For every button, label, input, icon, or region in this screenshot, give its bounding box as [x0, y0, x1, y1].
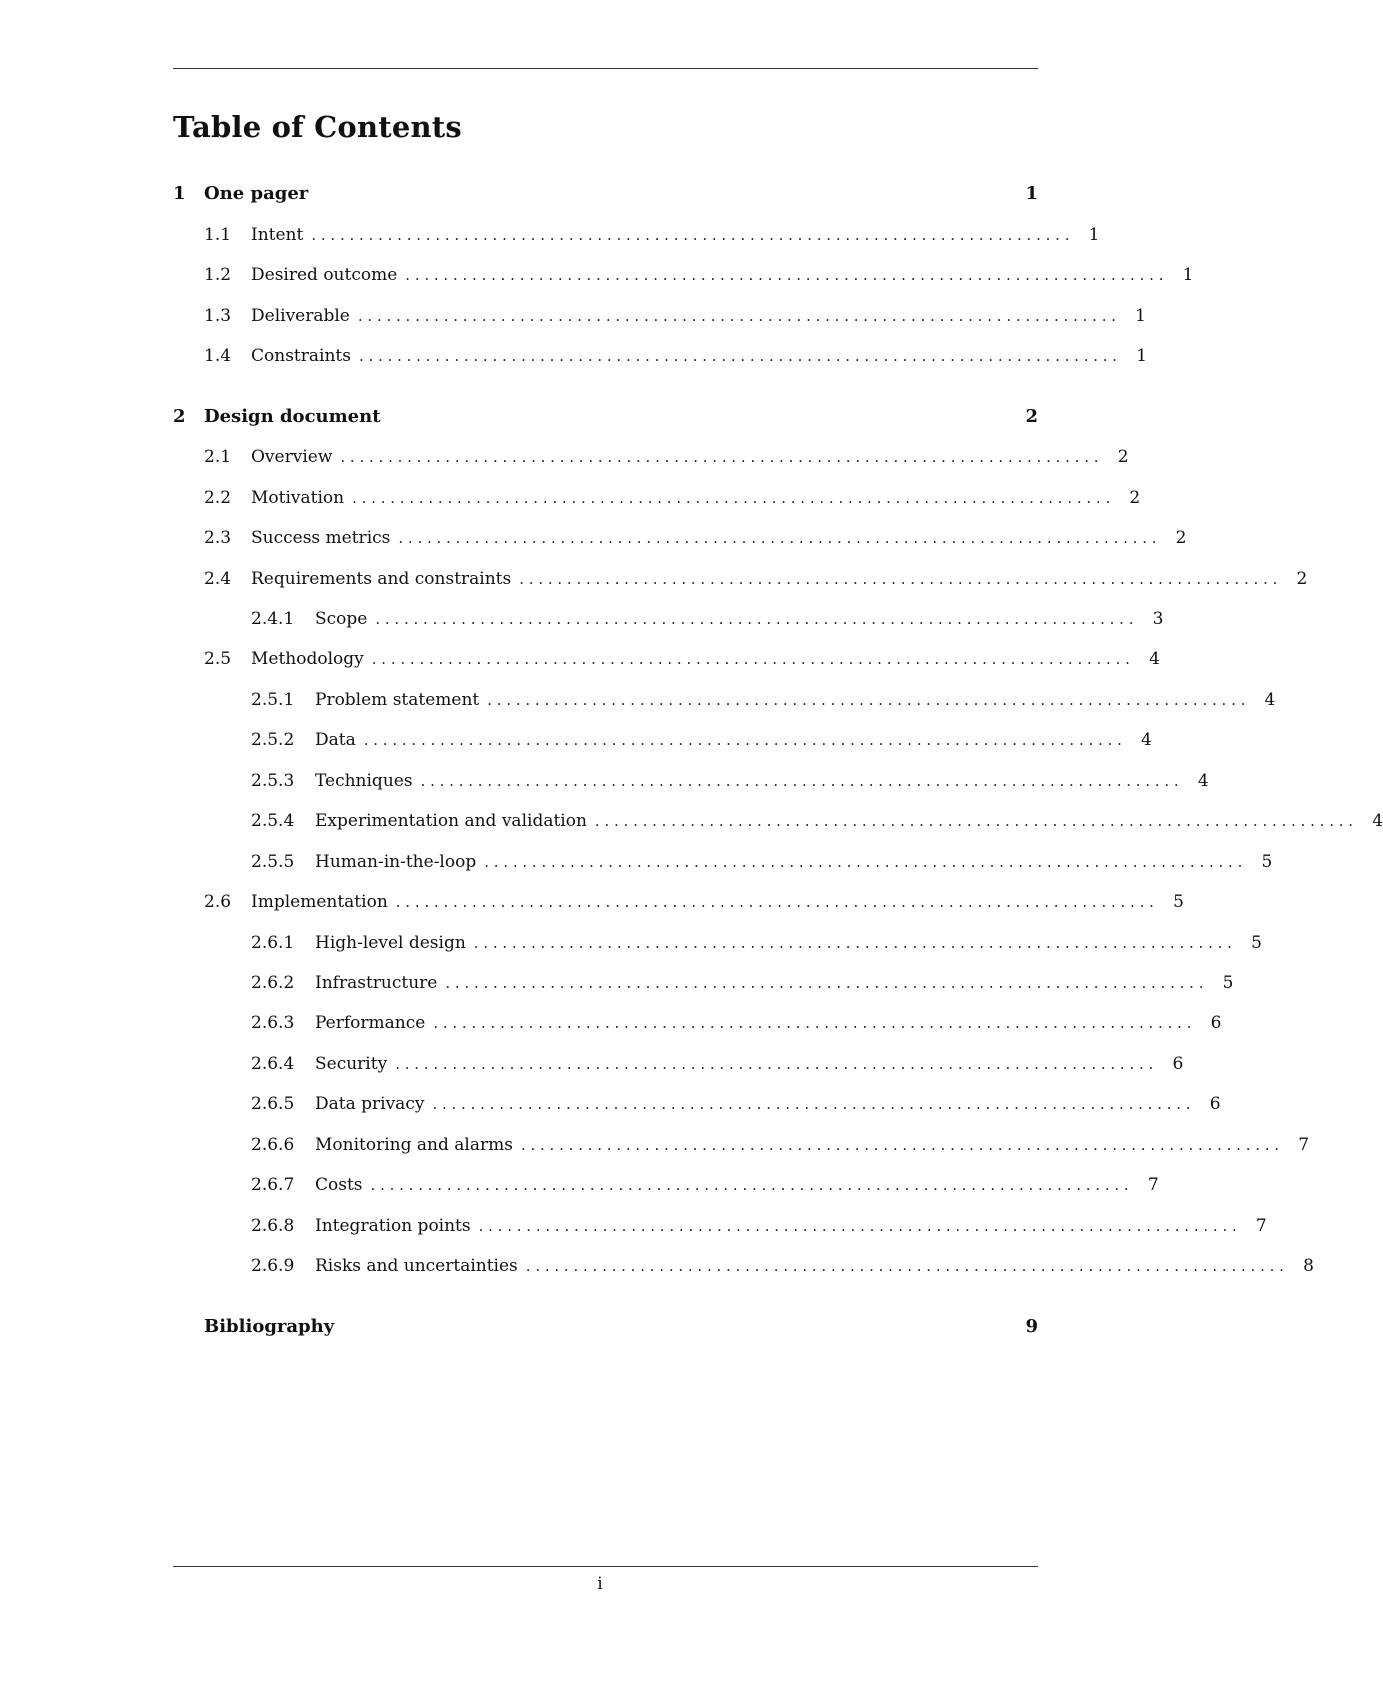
toc-entry-label: Integration points: [315, 1216, 471, 1236]
toc-entry-label: Infrastructure: [315, 973, 438, 993]
toc-entry-number: 2.1: [204, 447, 232, 467]
toc-entry-number: 2.5: [204, 649, 232, 669]
toc-entry-page: 1: [1025, 183, 1038, 204]
toc-entry[interactable]: [173, 767, 1209, 795]
toc-entry-page: 8: [1303, 1256, 1314, 1276]
toc-entry-number: 1.4: [204, 346, 232, 366]
toc-leader-dots: . . . . . . . . . . . . . . . . . . . . . . . . . . . . . . . . . . . . . . . . . . . . . . . . . . . . . . . . . . . . . . . . . . . . . . . . . . . . . . . .: [433, 1014, 1192, 1032]
toc-leader-dots: . . . . . . . . . . . . . . . . . . . . . . . . . . . . . . . . . . . . . . . . . . . . . . . . . . . . . . . . . . . . . . . . . . . . . . . . . . . . . . . .: [487, 691, 1246, 709]
toc-entry-page: 4: [1141, 730, 1152, 750]
toc-entry-label: Methodology: [251, 649, 364, 669]
toc-entry-label: Problem statement: [315, 690, 480, 710]
toc-entry-label: Constraints: [251, 346, 351, 366]
toc-leader-dots: . . . . . . . . . . . . . . . . . . . . . . . . . . . . . . . . . . . . . . . . . . . . . . . . . . . . . . . . . . . . . . . . . . . . . . . . . . . . . . . .: [340, 448, 1099, 466]
toc-entry-label: Performance: [315, 1013, 426, 1033]
toc-entry[interactable]: [173, 848, 1273, 876]
toc-entry-page: 5: [1173, 892, 1184, 912]
toc-entry-number: 2.6: [204, 892, 232, 912]
toc-entry-page: 6: [1210, 1013, 1222, 1033]
toc-leader-dots: . . . . . . . . . . . . . . . . . . . . . . . . . . . . . . . . . . . . . . . . . . . . . . . . . . . . . . . . . . . . . . . . . . . . . . . . . . . . . . . .: [478, 1217, 1237, 1235]
toc-entry[interactable]: [173, 1252, 1314, 1280]
toc-entry-label: Success metrics: [251, 528, 391, 548]
toc-entry-page: 2: [1175, 528, 1187, 548]
toc-entry[interactable]: [173, 645, 1160, 673]
toc-entry-label: Risks and uncertainties: [315, 1256, 518, 1276]
toc-entry[interactable]: [173, 969, 1234, 997]
toc-entry-page: 4: [1372, 811, 1383, 831]
toc-entry[interactable]: [173, 1090, 1221, 1118]
toc-entry-label: Implementation: [251, 892, 388, 912]
toc-leader-dots: . . . . . . . . . . . . . . . . . . . . . . . . . . . . . . . . . . . . . . . . . . . . . . . . . . . . . . . . . . . . . . . . . . . . . . . . . . . . . . . .: [371, 650, 1130, 668]
toc-entry[interactable]: [173, 443, 1129, 471]
toc-entry[interactable]: [173, 1009, 1222, 1037]
toc-entry-page: 2: [1117, 447, 1129, 467]
toc-entry-page: 4: [1197, 771, 1209, 791]
toc-entry-page: 7: [1298, 1135, 1310, 1155]
toc-entry-page: 1: [1135, 306, 1146, 326]
toc-leader-dots: . . . . . . . . . . . . . . . . . . . . . . . . . . . . . . . . . . . . . . . . . . . . . . . . . . . . . . . . . . . . . . . . . . . . . . . . . . . . . . . .: [525, 1257, 1284, 1275]
toc-entry-label: Requirements and constraints: [251, 569, 512, 589]
toc-entry[interactable]: [173, 180, 1038, 208]
toc-leader-dots: . . . . . . . . . . . . . . . . . . . . . . . . . . . . . . . . . . . . . . . . . . . . . . . . . . . . . . . . . . . . . . . . . . . . . . . . . . . . . . . .: [363, 731, 1122, 749]
toc-entry-label: Techniques: [315, 771, 413, 791]
toc-entry-label: Data: [315, 730, 356, 750]
toc-entry-number: 2.6.4: [251, 1054, 295, 1074]
toc-leader-dots: . . . . . . . . . . . . . . . . . . . . . . . . . . . . . . . . . . . . . . . . . . . . . . . . . . . . . . . . . . . . . . . . . . . . . . . . . . . . . . . .: [405, 266, 1164, 284]
toc-entry-page: 4: [1264, 690, 1276, 710]
toc-entry-number: 2.6.3: [251, 1013, 295, 1033]
toc-entry[interactable]: [173, 302, 1146, 330]
toc-entry[interactable]: [173, 605, 1164, 633]
header-rule: [173, 68, 1038, 69]
toc-entry-number: 1.1: [204, 225, 232, 245]
toc-entry-number: 2.6.6: [251, 1135, 295, 1155]
toc-entry-number: 2.4.1: [251, 609, 295, 629]
toc-entry-page: 5: [1261, 852, 1273, 872]
toc-entry-page: 1: [1088, 225, 1100, 245]
toc-entry-label: Bibliography: [204, 1316, 335, 1337]
toc-entry[interactable]: [173, 342, 1148, 370]
toc-entry-label: Human-in-the-loop: [315, 852, 477, 872]
toc-leader-dots: . . . . . . . . . . . . . . . . . . . . . . . . . . . . . . . . . . . . . . . . . . . . . . . . . . . . . . . . . . . . . . . . . . . . . . . . . . . . . . . .: [311, 226, 1070, 244]
toc-entry-page: 3: [1152, 609, 1164, 629]
toc-entry[interactable]: [173, 1313, 1038, 1341]
toc-entry-number: 2.3: [204, 528, 232, 548]
toc-entry-page: 4: [1149, 649, 1160, 669]
toc-entry-page: 2: [1296, 569, 1308, 589]
toc-entry-number: 2.2: [204, 488, 232, 508]
toc-leader-dots: . . . . . . . . . . . . . . . . . . . . . . . . . . . . . . . . . . . . . . . . . . . . . . . . . . . . . . . . . . . . . . . . . . . . . . . . . . . . . . . .: [357, 307, 1116, 325]
toc-entry[interactable]: [173, 807, 1383, 835]
toc-entry-label: Overview: [251, 447, 333, 467]
toc-leader-dots: . . . . . . . . . . . . . . . . . . . . . . . . . . . . . . . . . . . . . . . . . . . . . . . . . . . . . . . . . . . . . . . . . . . . . . . . . . . . . . . .: [445, 974, 1204, 992]
toc-entry-page: 2: [1025, 406, 1038, 427]
toc-entry[interactable]: [173, 484, 1141, 512]
toc-entry-label: Deliverable: [251, 306, 350, 326]
toc-entry-label: High-level design: [315, 933, 466, 953]
toc-entry-label: Costs: [315, 1175, 363, 1195]
toc-entry-page: 6: [1209, 1094, 1221, 1114]
toc-entry-label: One pager: [204, 183, 309, 204]
toc-entry-label: Scope: [315, 609, 368, 629]
toc-entry[interactable]: [173, 726, 1152, 754]
toc-entry-number: 2: [173, 406, 186, 427]
toc-entry[interactable]: [173, 888, 1184, 916]
toc-leader-dots: . . . . . . . . . . . . . . . . . . . . . . . . . . . . . . . . . . . . . . . . . . . . . . . . . . . . . . . . . . . . . . . . . . . . . . . . . . . . . . . .: [520, 1136, 1280, 1154]
toc-entry-label: Motivation: [251, 488, 345, 508]
toc-entry[interactable]: [173, 929, 1262, 957]
toc-entry-page: 7: [1255, 1216, 1267, 1236]
toc-entry-label: Intent: [251, 225, 304, 245]
toc-entry-number: 2.6.5: [251, 1094, 295, 1114]
toc-leader-dots: . . . . . . . . . . . . . . . . . . . . . . . . . . . . . . . . . . . . . . . . . . . . . . . . . . . . . . . . . . . . . . . . . . . . . . . . . . . . . . . .: [370, 1176, 1129, 1194]
toc-entry-number: 2.5.4: [251, 811, 295, 831]
toc-entry-number: 2.5.2: [251, 730, 295, 750]
toc-leader-dots: . . . . . . . . . . . . . . . . . . . . . . . . . . . . . . . . . . . . . . . . . . . . . . . . . . . . . . . . . . . . . . . . . . . . . . . . . . . . . . . .: [395, 893, 1154, 911]
toc-entry-number: 2.6.7: [251, 1175, 295, 1195]
toc-entry[interactable]: [173, 524, 1187, 552]
toc-entry[interactable]: [173, 1171, 1159, 1199]
toc-entry-number: 2.6.1: [251, 933, 295, 953]
toc-entry-number: 2.4: [204, 569, 232, 589]
toc-leader-dots: . . . . . . . . . . . . . . . . . . . . . . . . . . . . . . . . . . . . . . . . . . . . . . . . . . . . . . . . . . . . . . . . . . . . . . . . . . . . . . . .: [432, 1095, 1191, 1113]
toc-entry[interactable]: [173, 565, 1308, 593]
toc-entry[interactable]: [173, 686, 1276, 714]
toc-entry-page: 7: [1147, 1175, 1159, 1195]
toc-entry-page: 1: [1136, 346, 1148, 366]
toc-leader-dots: . . . . . . . . . . . . . . . . . . . . . . . . . . . . . . . . . . . . . . . . . . . . . . . . . . . . . . . . . . . . . . . . . . . . . . . . . . . . . . . .: [358, 347, 1118, 365]
toc-leader-dots: . . . . . . . . . . . . . . . . . . . . . . . . . . . . . . . . . . . . . . . . . . . . . . . . . . . . . . . . . . . . . . . . . . . . . . . . . . . . . . . .: [398, 529, 1157, 547]
footer-rule: [173, 1566, 1038, 1567]
toc-entry-page: 5: [1222, 973, 1234, 993]
toc-entry-number: 2.6.2: [251, 973, 295, 993]
toc-leader-dots: . . . . . . . . . . . . . . . . . . . . . . . . . . . . . . . . . . . . . . . . . . . . . . . . . . . . . . . . . . . . . . . . . . . . . . . . . . . . . . . .: [473, 934, 1232, 952]
toc-entry-page: 5: [1251, 933, 1262, 953]
toc-entry-label: Monitoring and alarms: [315, 1135, 513, 1155]
toc-entry-label: Experimentation and validation: [315, 811, 587, 831]
toc-entry-number: 2.6.8: [251, 1216, 295, 1236]
toc-entry-label: Design document: [204, 406, 381, 427]
toc-leader-dots: . . . . . . . . . . . . . . . . . . . . . . . . . . . . . . . . . . . . . . . . . . . . . . . . . . . . . . . . . . . . . . . . . . . . . . . . . . . . . . . .: [484, 853, 1243, 871]
toc-entry-number: 1: [173, 183, 186, 204]
toc-entry-number: 1.2: [204, 265, 232, 285]
toc-entry-page: 9: [1025, 1316, 1038, 1337]
toc-entry[interactable]: [173, 221, 1100, 249]
toc-leader-dots: . . . . . . . . . . . . . . . . . . . . . . . . . . . . . . . . . . . . . . . . . . . . . . . . . . . . . . . . . . . . . . . . . . . . . . . . . . . . . . . .: [375, 610, 1134, 628]
toc-entry-label: Security: [315, 1054, 388, 1074]
toc-entry[interactable]: [173, 1131, 1310, 1159]
toc-entry-label: Data privacy: [315, 1094, 425, 1114]
toc-entry-number: 1.3: [204, 306, 232, 326]
toc-leader-dots: . . . . . . . . . . . . . . . . . . . . . . . . . . . . . . . . . . . . . . . . . . . . . . . . . . . . . . . . . . . . . . . . . . . . . . . . . . . . . . . .: [594, 812, 1354, 830]
toc-leader-dots: . . . . . . . . . . . . . . . . . . . . . . . . . . . . . . . . . . . . . . . . . . . . . . . . . . . . . . . . . . . . . . . . . . . . . . . . . . . . . . . .: [519, 570, 1278, 588]
toc-entry[interactable]: [173, 1050, 1184, 1078]
toc-entry-page: 2: [1129, 488, 1141, 508]
toc-entry-label: Desired outcome: [251, 265, 398, 285]
toc-entry-page: 6: [1172, 1054, 1184, 1074]
toc-entry[interactable]: [173, 261, 1194, 289]
toc-entry-page: 1: [1182, 265, 1194, 285]
toc-entry-number: 2.5.3: [251, 771, 295, 791]
toc-entry[interactable]: [173, 403, 1038, 431]
toc-leader-dots: . . . . . . . . . . . . . . . . . . . . . . . . . . . . . . . . . . . . . . . . . . . . . . . . . . . . . . . . . . . . . . . . . . . . . . . . . . . . . . . .: [352, 489, 1111, 507]
toc-entry-number: 2.5.1: [251, 690, 295, 710]
toc-entry-number: 2.6.9: [251, 1256, 295, 1276]
page-title: Table of Contents: [173, 110, 462, 144]
page-number: i: [597, 1574, 603, 1594]
toc-entry[interactable]: [173, 1212, 1267, 1240]
toc-leader-dots: . . . . . . . . . . . . . . . . . . . . . . . . . . . . . . . . . . . . . . . . . . . . . . . . . . . . . . . . . . . . . . . . . . . . . . . . . . . . . . . .: [420, 772, 1179, 790]
toc-entry-number: 2.5.5: [251, 852, 295, 872]
toc-leader-dots: . . . . . . . . . . . . . . . . . . . . . . . . . . . . . . . . . . . . . . . . . . . . . . . . . . . . . . . . . . . . . . . . . . . . . . . . . . . . . . . .: [395, 1055, 1154, 1073]
